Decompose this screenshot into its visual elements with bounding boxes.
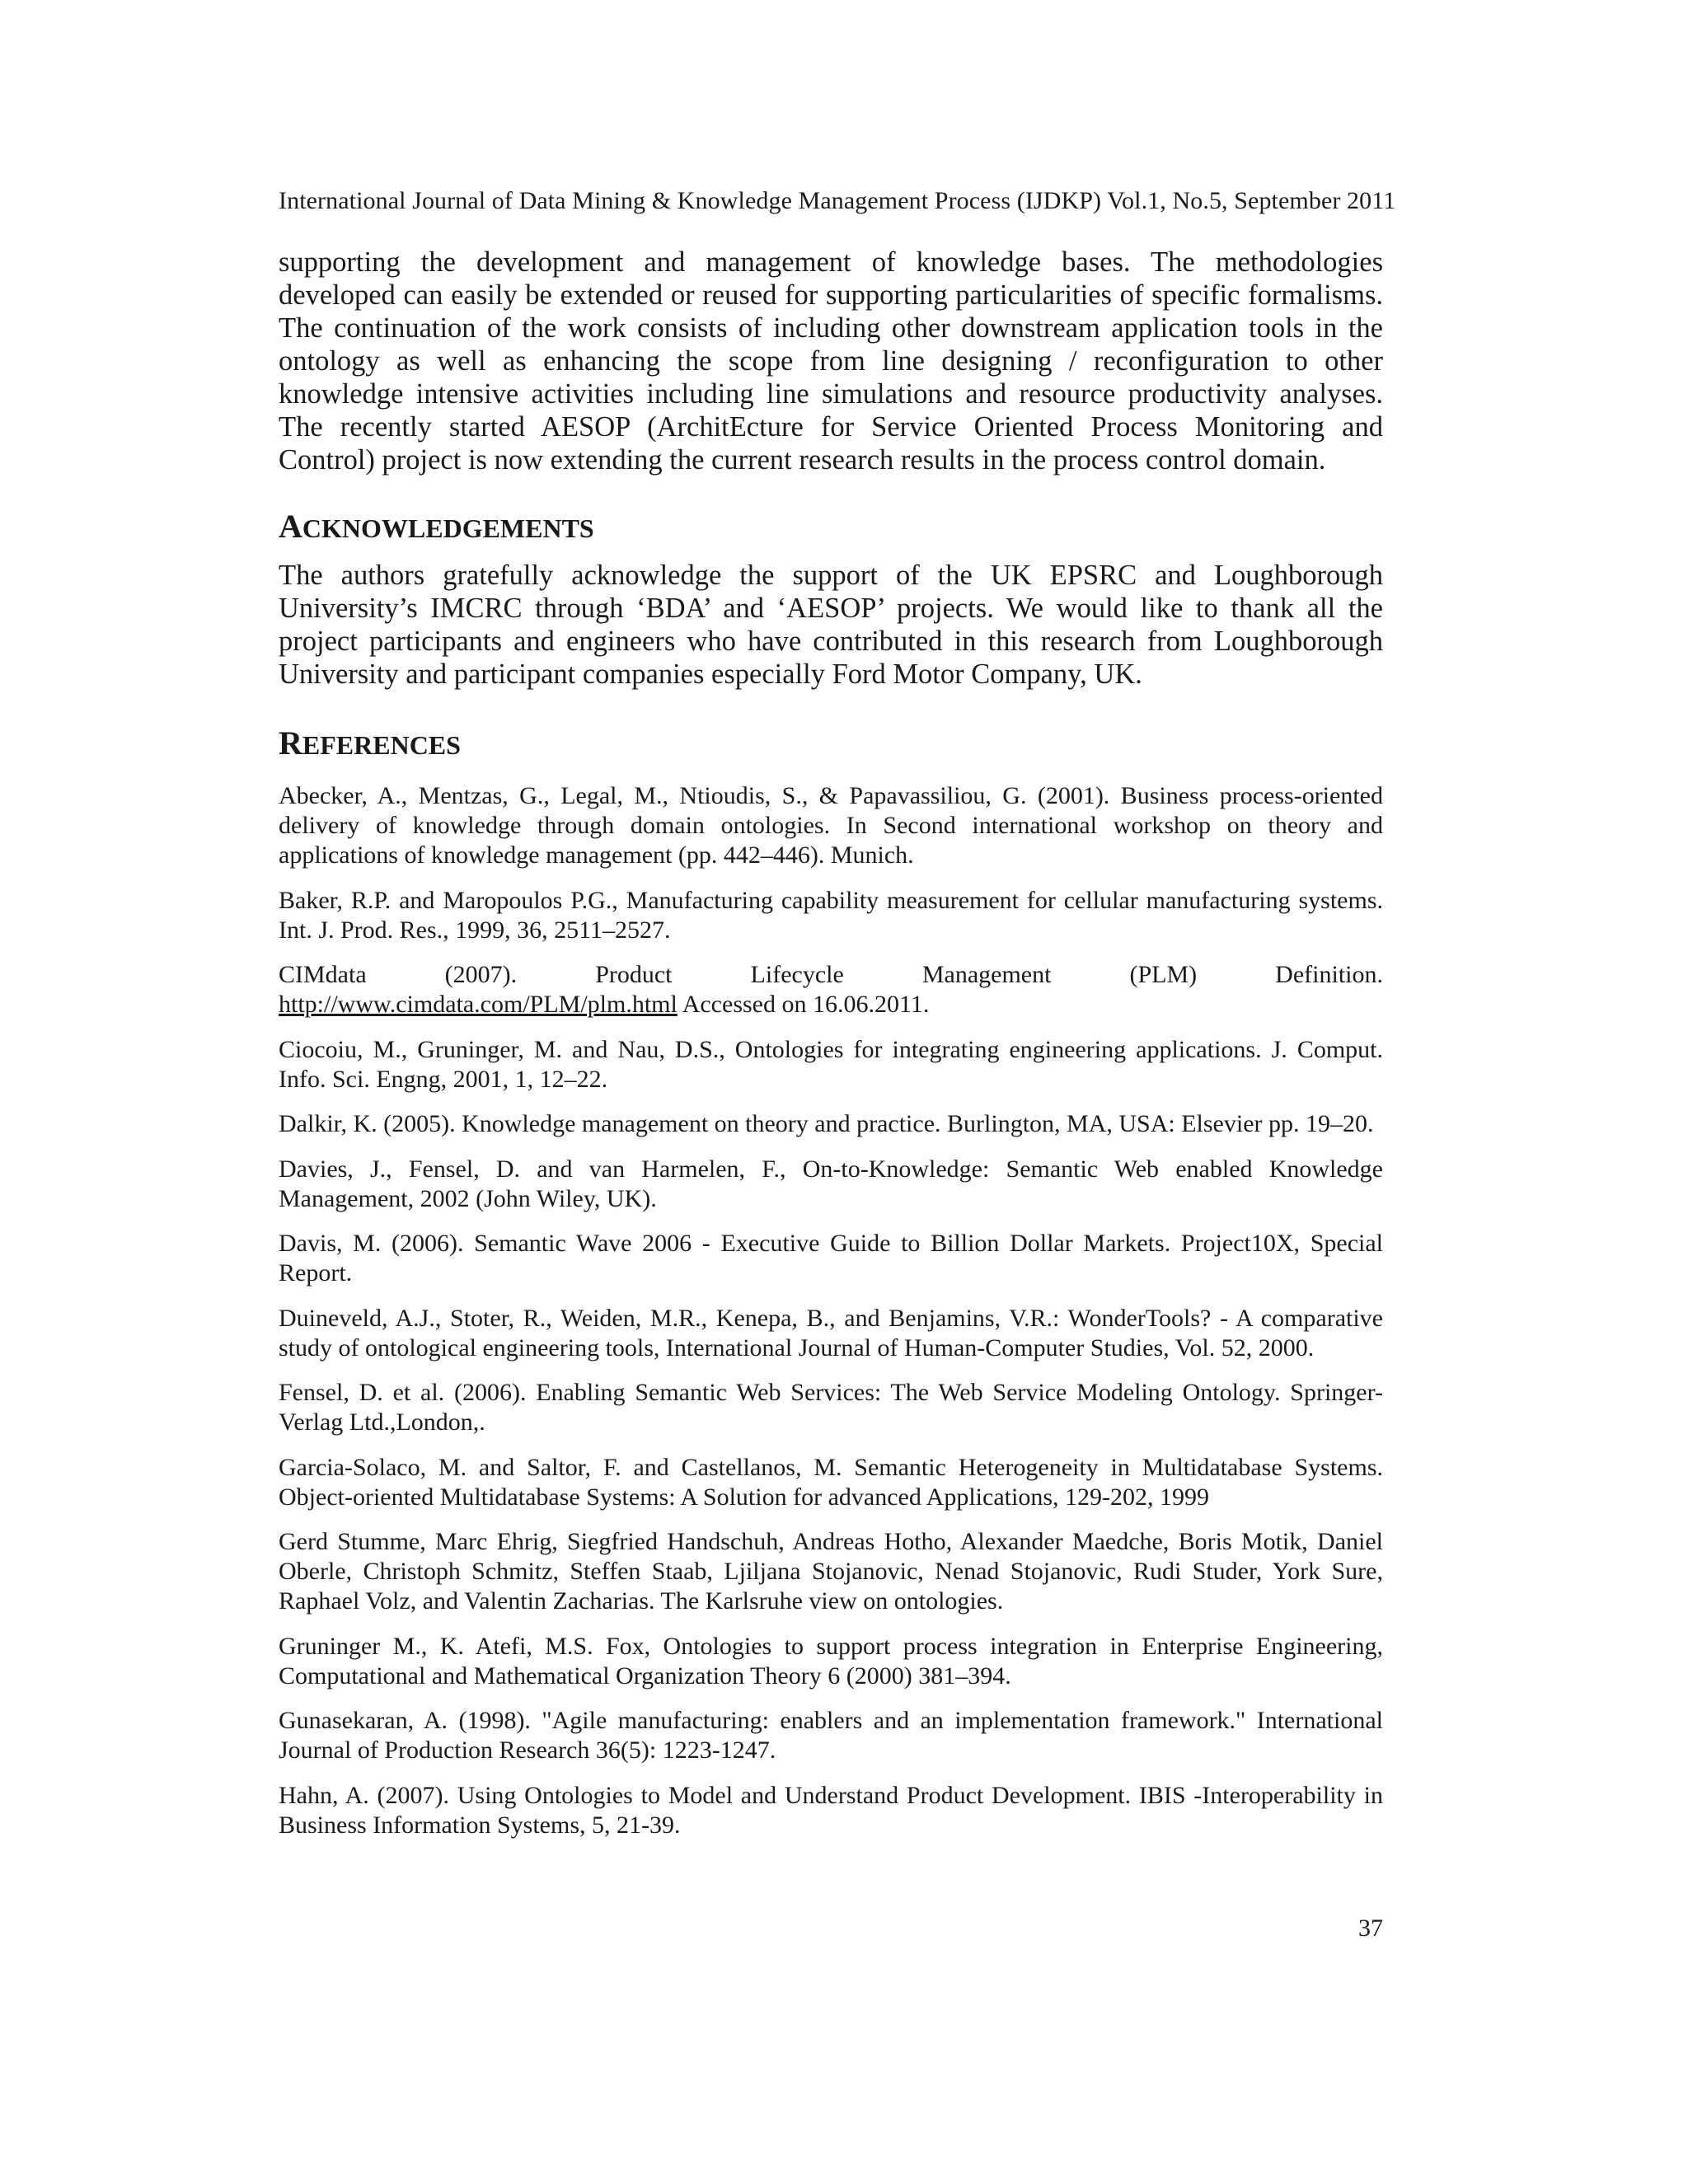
reference-accessed-date: Accessed on 16.06.2011. <box>677 991 930 1018</box>
reference-cimdata-second-line <box>279 990 1383 1019</box>
cimdata-url-link[interactable]: http://www.cimdata.com/PLM/plm.html <box>279 991 678 1018</box>
reference-item: Gruninger M., K. Atefi, M.S. Fox, Ontologies to support process integration in Enterprise Engineering, Computational and Mathematical Organization Theory 6 (2000) 381–394. <box>279 1632 1383 1690</box>
reference-item: Davies, J., Fensel, D. and van Harmelen, F., On-to-Knowledge: Semantic Web enabled Knowledge Management, 2002 (John Wiley, UK). <box>279 1155 1383 1212</box>
reference-item: Gerd Stumme, Marc Ehrig, Siegfried Handschuh, Andreas Hotho, Alexander Maedche, Boris Motik, Daniel Oberle, Christoph Schmitz, Steffen Staab, Ljiljana Stojanovic, Nenad Stojanovic, Rudi Studer, York Sure, Raphael Volz, and Valentin Zacharias. The Karlsruhe view on ontologies. <box>279 1528 1383 1615</box>
reference-item: Ciocoiu, M., Gruninger, M. and Nau, D.S., Ontologies for integrating engineering applications. J. Comput. Info. Sci. Engng, 2001, 1, 12–22. <box>279 1035 1383 1093</box>
references-heading <box>279 725 461 766</box>
acknowledgements-heading-rest: CKNOWLEDGEMENTS <box>302 513 594 543</box>
reference-word: (PLM) <box>1129 961 1198 988</box>
reference-cimdata-first-line <box>279 960 1383 990</box>
reference-item: Davis, M. (2006). Semantic Wave 2006 - Executive Guide to Billion Dollar Markets. Project10X, Special Report. <box>279 1230 1383 1286</box>
reference-word: CIMdata <box>279 961 367 988</box>
intro-text: supporting the development and management of knowledge bases. The methodologies developed can easily be extended or reused for supporting particularities of specific formalisms. The continuation of the work consists of including other downstream application tools in the ontology as well as enhancing the scope from line designing / reconfiguration to other knowledge intensive activities including line simulations and resource productivity analyses. The recently started AESOP (ArchitEcture for Service Oriented Process Monitoring and Control) project is now extending the current research results in the process control domain. <box>279 246 1383 476</box>
references-heading-cap: R <box>279 724 302 762</box>
reference-item: Dalkir, K. (2005). Knowledge management on theory and practice. Burlington, MA, USA: Elsevier pp. 19–20. <box>279 1110 1374 1137</box>
reference-item: Gunasekaran, A. (1998). "Agile manufacturing: enablers and an implementation framework." International Journal of Production Research 36(5): 1223-1247. <box>279 1707 1383 1764</box>
reference-word: Management <box>921 961 1052 988</box>
acknowledgements-text: The authors gratefully acknowledge the support of the UK EPSRC and Loughborough University’s IMCRC through ‘BDA’ and ‘AESOP’ projects. We would like to thank all the project participants and engineers who have contributed in this research from Loughborough University and participant companies especially Ford Motor Company, UK. <box>279 560 1383 690</box>
acknowledgements-body <box>279 559 1383 691</box>
reference-item: Hahn, A. (2007). Using Ontologies to Model and Understand Product Development. IBIS -Interoperability in Business Information Systems, 5, 21-39. <box>279 1781 1383 1839</box>
reference-item: Garcia-Solaco, M. and Saltor, F. and Castellanos, M. Semantic Heterogeneity in Multidatabase Systems. Object-oriented Multidatabase Systems: A Solution for advanced Applications, 129-202, 1999 <box>279 1453 1383 1511</box>
reference-item: Abecker, A., Mentzas, G., Legal, M., Ntioudis, S., & Papavassiliou, G. (2001). Business process-oriented delivery of knowledge through domain ontologies. In Second international workshop on theory and applications of knowledge management (pp. 442–446). Munich. <box>279 782 1383 869</box>
reference-word: Lifecycle <box>750 961 844 988</box>
intro-paragraph <box>279 246 1383 476</box>
acknowledgements-heading-cap: A <box>279 508 302 545</box>
reference-word: Product <box>595 961 673 988</box>
page-number: 37 <box>1358 1915 1383 1942</box>
reference-word: Definition. <box>1275 961 1383 988</box>
reference-item: Baker, R.P. and Maropoulos P.G., Manufacturing capability measurement for cellular manufacturing systems. Int. J. Prod. Res., 1999, 36, 2511–2527. <box>279 886 1383 944</box>
references-list <box>279 781 1383 1855</box>
reference-item: Duineveld, A.J., Stoter, R., Weiden, M.R., Kenepa, B., and Benjamins, V.R.: WonderTools? - A comparative study of ontological engineering tools, International Journal of Human-Computer Studies, Vol. 52, 2000. <box>279 1304 1383 1361</box>
reference-item-cimdata <box>279 960 1383 1019</box>
reference-item: Fensel, D. et al. (2006). Enabling Semantic Web Services: The Web Service Modeling Ontology. Springer-Verlag Ltd.,London,. <box>279 1379 1383 1436</box>
running-header: International Journal of Data Mining & Knowledge Management Process (IJDKP) Vol.1, No.5, September 2011 <box>279 187 1396 214</box>
references-heading-rest: EFERENCES <box>302 730 461 760</box>
reference-word: (2007). <box>444 961 518 988</box>
acknowledgements-heading <box>279 509 594 550</box>
